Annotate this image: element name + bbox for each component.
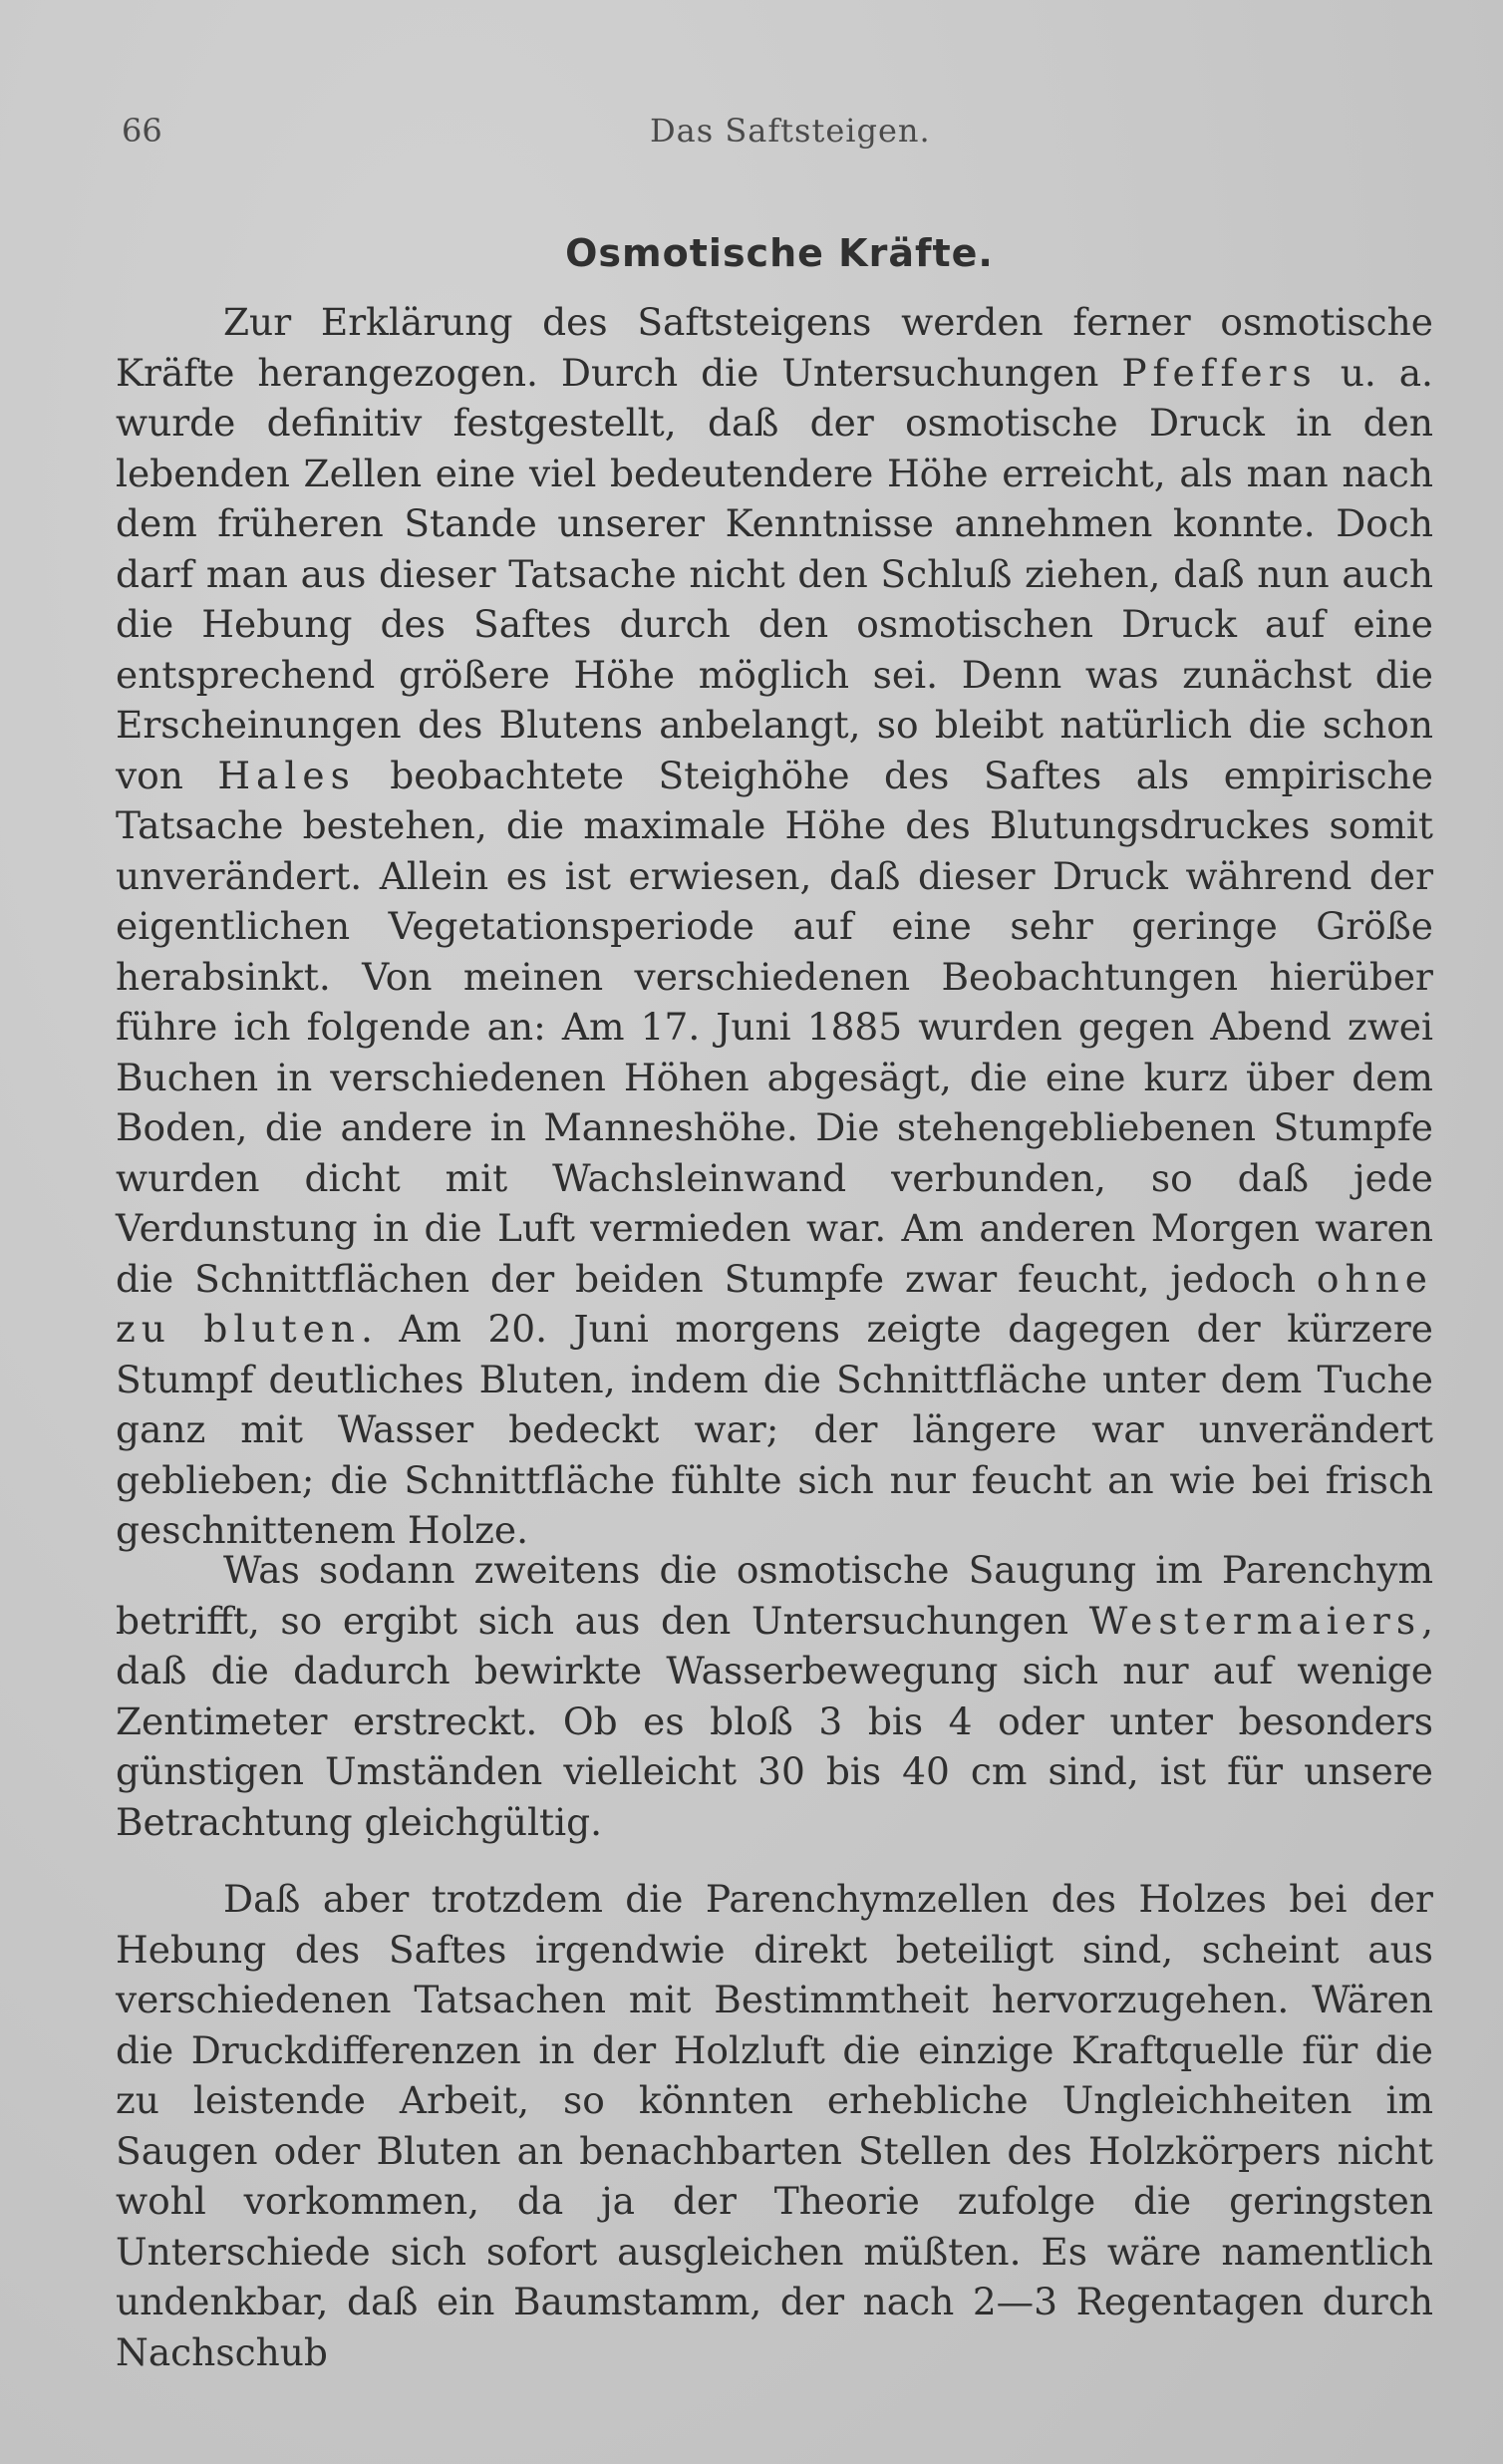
paragraph-1-text-a: Zur Erklärung des Saftsteigens werden ferner osmotische Kräfte herangezogen. Durch die Untersuchungen bbox=[116, 300, 1433, 395]
paragraph-2 bbox=[116, 1545, 1433, 1847]
paragraph-3-text-a: Daß aber trotzdem die Parenchymzellen des Holzes bei der Hebung des Saftes irgendwie direkt beteiligt sind, scheint aus verschiedenen Tatsachen mit Bestimmtheit hervorzugehen. Wären die Druckdifferenzen in der Holzluft die einzige Kraftquelle für die zu leistende Arbeit, so könnten erhebliche Ungleichheiten im Saugen oder Bluten an benachbarten Stellen des Holzkörpers nicht wohl vorkommen, da ja der Theorie zufolge die geringsten Unterschiede sich sofort ausgleichen müßten. Es wäre namentlich undenkbar, daß ein Baumstamm, der nach 2—3 Regentagen durch Nachschub bbox=[116, 1877, 1433, 2374]
emphasis-ohne-zu-bluten: ohne zu bluten bbox=[116, 1256, 1433, 1351]
paragraph-1 bbox=[116, 297, 1433, 1556]
paragraph-2-text-c: , daß die dadurch bewirkte Wasserbewegung sich nur auf wenige Zentimeter erstreckt. Ob es bloß 3 bis 4 oder unter besonders günstigen Umständen vielleicht 30 bis 40 cm sind, ist für unsere Betrachtung gleichgültig. bbox=[116, 1598, 1433, 1844]
author-name-westermaier: Westermaiers bbox=[1088, 1598, 1422, 1643]
paragraph-2-text-a: Was sodann zweitens die osmotische Saugung im Parenchym betrifft, so ergibt sich aus den Untersuchungen bbox=[116, 1548, 1433, 1643]
author-name-pfeffer: Pfeffers bbox=[1121, 350, 1318, 395]
paragraph-1-text-c: u. a. wurde definitiv festgestellt, daß der osmotische Druck in den lebenden Zellen eine viel bedeutendere Höhe erreicht, als man nach dem früheren Stande unserer Kenntnisse annehmen konnte. Doch darf man aus dieser Tatsache nicht den Schluß ziehen, daß nun auch die Hebung des Saftes durch den osmotischen Druck auf eine entsprechend größere Höhe möglich sei. Denn was zunächst die Erscheinungen des Blutens anbelangt, so bleibt natürlich die schon von bbox=[116, 350, 1433, 797]
running-title: Das Saftsteigen. bbox=[650, 112, 931, 150]
paragraph-1-text-e: beobachtete Steighöhe des Saftes als empirische Tatsache bestehen, die maximale Höhe des Blutungsdruckes somit unverändert. Allein es ist erwiesen, daß dieser Druck während der eigentlichen Vegetationsperiode auf eine sehr geringe Größe herabsinkt. Von meinen verschiedenen Beobachtungen hierüber führe ich folgende an: Am 17. Juni 1885 wurden gegen Abend zwei Buchen in verschiedenen Höhen abgesägt, die eine kurz über dem Boden, die andere in Manneshöhe. Die stehengebliebenen Stumpfe wurden dicht mit Wachsleinwand verbunden, so daß jede Verdunstung in die Luft vermieden war. Am anderen Morgen waren die Schnittflächen der beiden Stumpfe zwar feucht, jedoch bbox=[116, 753, 1433, 1301]
page-number: 66 bbox=[122, 112, 162, 150]
author-name-hales: Hales bbox=[217, 753, 356, 797]
section-heading: Osmotische Kräfte. bbox=[565, 231, 994, 275]
paragraph-1-text-g: . Am 20. Juni morgens zeigte dagegen der kürzere Stumpf deutliches Bluten, indem die Schnittfläche unter dem Tuche ganz mit Wasser bedeckt war; der längere war unverändert geblieben; die Schnittfläche fühlte sich nur feucht an wie bei frisch geschnittenem Holze. bbox=[116, 1307, 1433, 1552]
running-head bbox=[122, 112, 1437, 159]
paragraph-3 bbox=[116, 1874, 1433, 2377]
